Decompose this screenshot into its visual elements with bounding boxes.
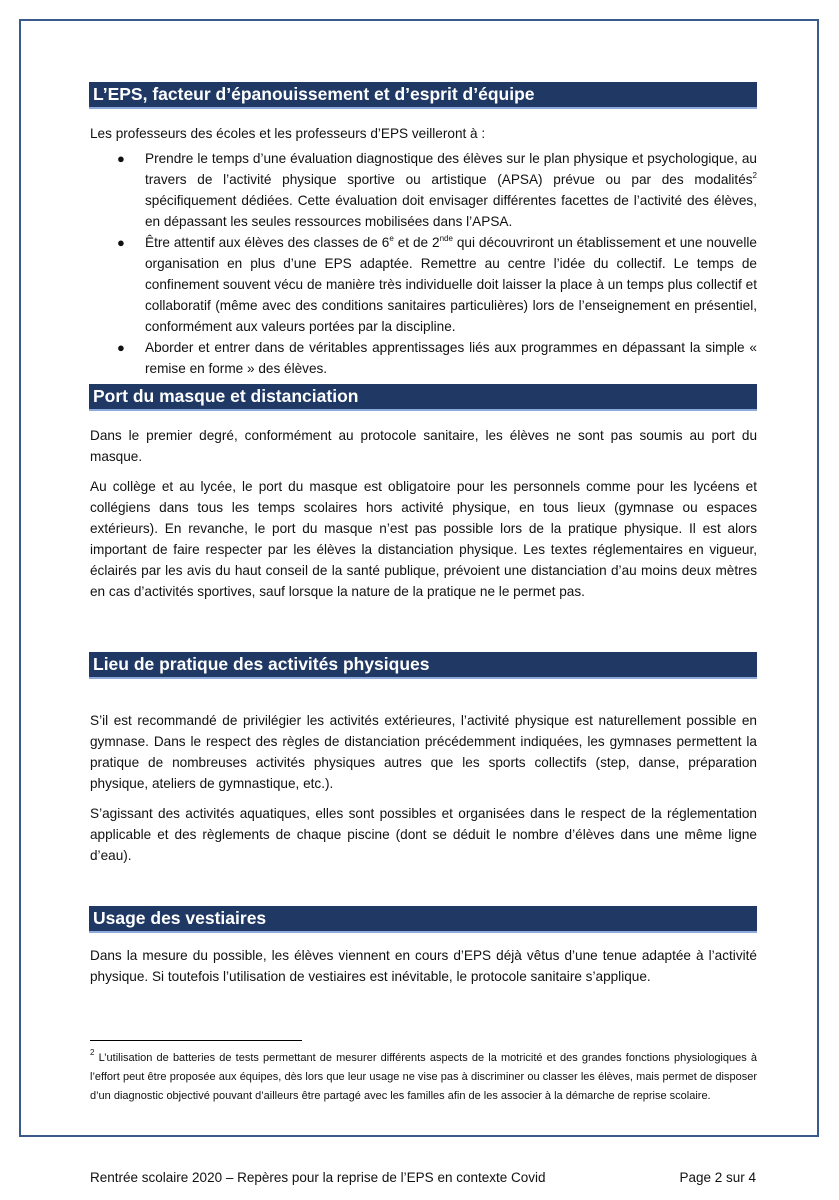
bullet-icon: ● — [117, 340, 125, 355]
bullet-list — [90, 148, 757, 379]
footnote — [90, 1049, 757, 1106]
bullet-icon: ● — [117, 235, 125, 250]
section-eps-intro: Les professeurs des écoles et les professeurs d’EPS veilleront à : — [90, 126, 486, 141]
paragraph: S’il est recommandé de privilégier les activités extérieures, l’activité physique est naturellement possible en gymnase. Dans le respect des règles de distanciation précédemment indiquées, les gymnases permettent la pratique de nombreuses activités physiques autres que les sports collectifs (step, danse, préparation physique, ateliers de gymnastique, etc.). — [90, 713, 757, 791]
footnote-mark: 2 — [90, 1048, 95, 1057]
footer-title: Rentrée scolaire 2020 – Repères pour la reprise de l’EPS en contexte Covid — [90, 1170, 546, 1185]
footnote-ref: 2 — [752, 171, 757, 180]
footnote-text: L’utilisation de batteries de tests permettant de mesurer différents aspects de la motricité et des grandes fonctions physiologiques à l’effort peut être proposée aux équipes, dès lors que leur usage ne vise pas à discriminer ou classer les élèves, mais permet de disposer d’un diagnostic objectivé pouvant d’ailleurs être partagé avec les familles afin de les associer à la démarche de reprise scolaire. — [90, 1052, 757, 1102]
list-item: ● Prendre le temps d’une évaluation diagnostique des élèves sur le plan physique et psychologique, au travers de l’activité physique sportive ou artistique (APSA) prévue ou par des modalités$^2$ spécifiquement dédiées. Cette évaluation doit envisager différentes facettes de l’activité des élèves, en dépassant les seules ressources mobilisées dans l’APSA. — [90, 148, 757, 232]
section-heading-masque: Port du masque et distanciation — [89, 384, 757, 411]
paragraph: Dans le premier degré, conformément au protocole sanitaire, les élèves ne sont pas soumis au port du masque. — [90, 428, 757, 464]
bullet-icon: ● — [117, 151, 125, 166]
list-item: ● Aborder et entrer dans de véritables apprentissages liés aux programmes en dépassant la simple « remise en forme » des élèves. — [90, 337, 757, 379]
section-heading-lieu: Lieu de pratique des activités physiques — [89, 652, 757, 679]
paragraph: Dans la mesure du possible, les élèves viennent en cours d’EPS déjà vêtus d’une tenue adaptée à l’activité physique. Si toutefois l’utilisation de vestiaires est inévitable, le protocole sanitaire s’applique. — [90, 948, 757, 984]
section-heading-vestiaires: Usage des vestiaires — [89, 906, 757, 933]
list-item: ● Être attentif aux élèves des classes de 6e et de 2nde qui découvriront un établissement et une nouvelle organisation en plus d’une EPS adaptée. Remettre au centre l’idée du collectif. Le temps de confinement souvent vécu de manière très individuelle doit laisser la place à un temps plus collectif et collaboratif (même avec des conditions sanitaires particulières) lors de l’enseignement en présentiel, conformément aux valeurs portées par la discipline. — [117, 234, 757, 334]
section-eps-body — [90, 123, 757, 379]
paragraph: S’agissant des activités aquatiques, elles sont possibles et organisées dans le respect de la réglementation applicable et des règlements de chaque piscine (dont se déduit le nombre d’élèves dans une même ligne d’eau). — [90, 806, 757, 863]
paragraph: Au collège et au lycée, le port du masque est obligatoire pour les personnels comme pour les lycéens et collégiens dans tous les temps scolaires hors activité physique, en tous lieux (gymnase ou espaces extérieurs). En revanche, le port du masque n’est pas possible lors de la pratique physique. Il est alors important de faire respecter par les élèves la distanciation physique. Les textes réglementaires en vigueur, éclairés par les avis du haut conseil de la santé publique, prévoient une distanciation d’au moins deux mètres en cas d’activités sportives, sauf lorsque la nature de la pratique ne le permet pas. — [90, 479, 757, 599]
section-vestiaires-body — [90, 945, 757, 987]
section-masque-body — [90, 425, 757, 602]
section-lieu-body — [90, 710, 757, 866]
footnote-separator — [90, 1040, 302, 1041]
section-heading-eps: L’EPS, facteur d’épanouissement et d’esprit d’équipe — [89, 82, 757, 109]
page-number: Page 2 sur 4 — [679, 1170, 756, 1185]
